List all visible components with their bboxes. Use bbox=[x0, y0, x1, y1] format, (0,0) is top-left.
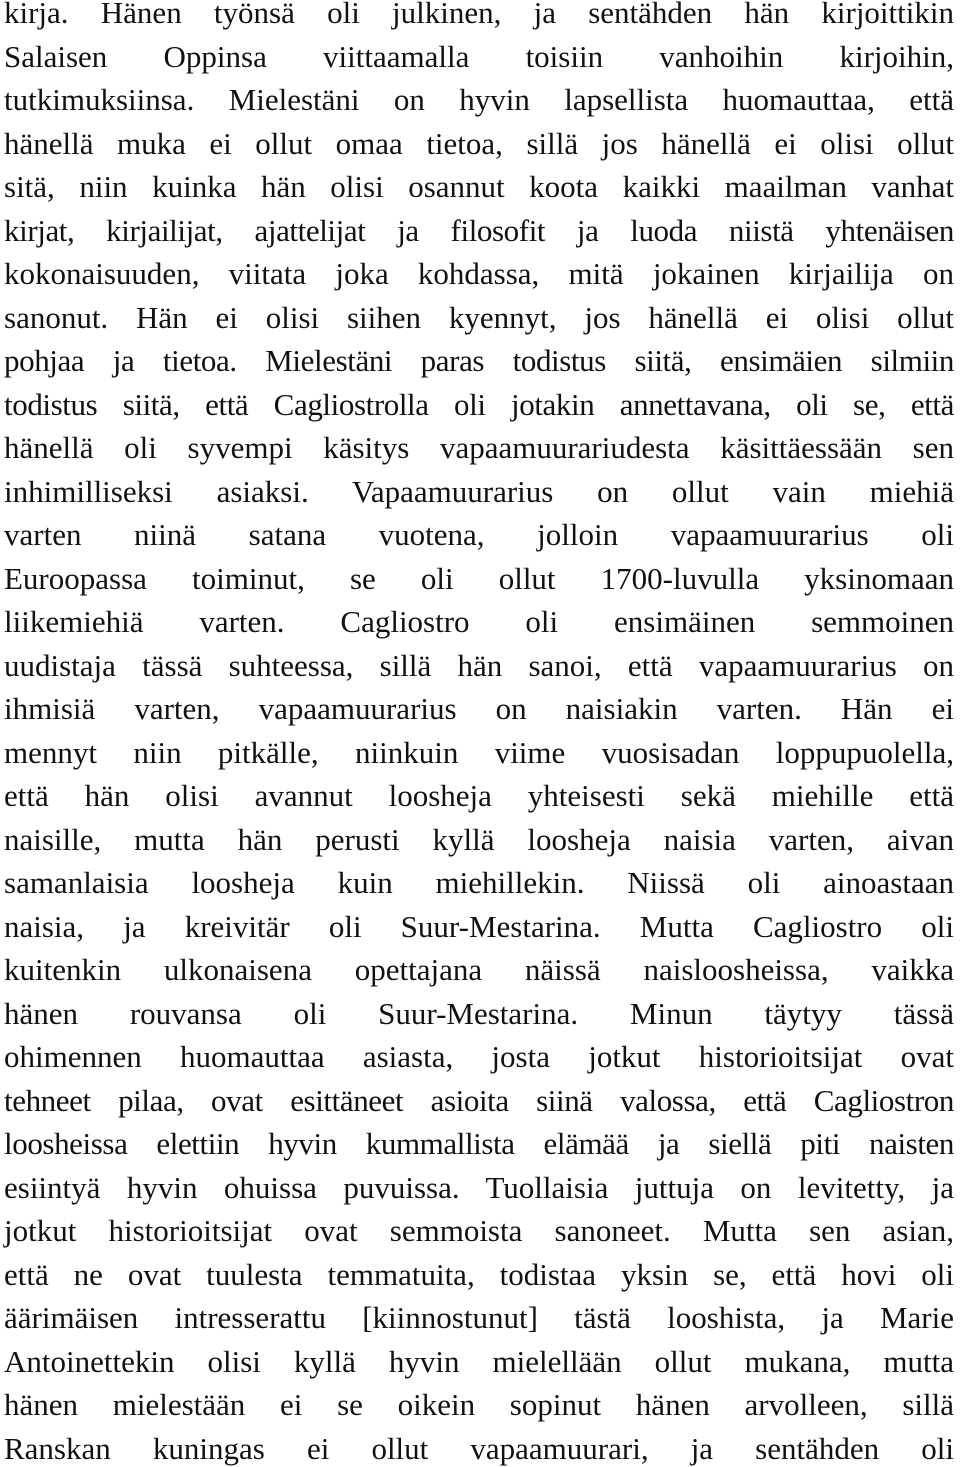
text-line: Salaisen Oppinsa viittaamalla toisiin vanhoihin kirjoihin, bbox=[4, 38, 954, 74]
text-line: äärimäisen intresserattu [kiinnostunut] tästä looshista, ja Marie bbox=[4, 1300, 954, 1335]
text-line: loosheissa elettiin hyvin kummallista elämää ja siellä piti naisten bbox=[4, 1126, 954, 1161]
text-line: että ne ovat tuulesta temmatuita, todistaa yksin se, että hovi oli bbox=[4, 1256, 954, 1292]
text-line: todistus siitä, että Cagliostrolla oli jotakin annettavana, oli se, että bbox=[4, 386, 954, 422]
text-line: tutkimuksiinsa. Mielestäni on hyvin lapsellista huomauttaa, että bbox=[4, 82, 954, 117]
text-line: esiintyä hyvin ohuissa puvuissa. Tuollaisia juttuja on levitetty, ja bbox=[4, 1169, 954, 1205]
text-line: Ranskan kuningas ei ollut vapaamuurari, ja sentähden oli bbox=[4, 1430, 954, 1466]
text-line: hänen mielestään ei se oikein sopinut hänen arvolleen, sillä bbox=[4, 1387, 954, 1422]
body-text bbox=[4, 0, 954, 1467]
text-line: sanonut. Hän ei olisi siihen kyennyt, jos hänellä ei olisi ollut bbox=[4, 299, 954, 335]
text-line: varten niinä satana vuotena, jolloin vapaamuurarius oli bbox=[4, 517, 954, 552]
text-line: hänellä oli syvempi käsitys vapaamuurariudesta käsittäessään sen bbox=[4, 430, 954, 465]
text-line: että hän olisi avannut loosheja yhteisesti sekä miehille että bbox=[4, 778, 954, 813]
text-line: Euroopassa toiminut, se oli ollut 1700-luvulla yksinomaan bbox=[4, 560, 954, 596]
text-line: kirja. Hänen työnsä oli julkinen, ja sentähden hän kirjoittikin bbox=[4, 0, 954, 30]
text-line: sitä, niin kuinka hän olisi osannut koota kaikki maailman vanhat bbox=[4, 169, 954, 204]
text-line: ihmisiä varten, vapaamuurarius on naisiakin varten. Hän ei bbox=[4, 691, 954, 726]
text-line: mennyt niin pitkälle, niinkuin viime vuosisadan loppupuolella, bbox=[4, 734, 954, 770]
text-line: kuitenkin ulkonaisena opettajana näissä naisloosheissa, vaikka bbox=[4, 952, 954, 987]
text-line: liikemiehiä varten. Cagliostro oli ensimäinen semmoinen bbox=[4, 604, 954, 639]
text-line: pohjaa ja tietoa. Mielestäni paras todistus siitä, ensimäien silmiin bbox=[4, 343, 954, 378]
text-line: inhimilliseksi asiaksi. Vapaamuurarius on ollut vain miehiä bbox=[4, 473, 954, 509]
text-line: uudistaja tässä suhteessa, sillä hän sanoi, että vapaamuurarius on bbox=[4, 647, 954, 683]
text-line: kokonaisuuden, viitata joka kohdassa, mitä jokainen kirjailija on bbox=[4, 256, 954, 291]
text-line: naisia, ja kreivitär oli Suur-Mestarina. Mutta Cagliostro oli bbox=[4, 908, 954, 944]
text-line: jotkut historioitsijat ovat semmoista sanoneet. Mutta sen asian, bbox=[4, 1213, 954, 1248]
text-line: samanlaisia loosheja kuin miehillekin. Niissä oli ainoastaan bbox=[4, 865, 954, 900]
text-line: ohimennen huomauttaa asiasta, josta jotkut historioitsijat ovat bbox=[4, 1039, 954, 1074]
text-line: hänen rouvansa oli Suur-Mestarina. Minun täytyy tässä bbox=[4, 995, 954, 1031]
text-line: kirjat, kirjailijat, ajattelijat ja filosofit ja luoda niistä yhtenäisen bbox=[4, 212, 954, 248]
text-line: naisille, mutta hän perusti kyllä loosheja naisia varten, aivan bbox=[4, 821, 954, 857]
text-line: tehneet pilaa, ovat esittäneet asioita siinä valossa, että Cagliostron bbox=[4, 1082, 954, 1118]
text-line: Antoinettekin olisi kyllä hyvin mielellään ollut mukana, mutta bbox=[4, 1343, 954, 1379]
text-line: hänellä muka ei ollut omaa tietoa, sillä jos hänellä ei olisi ollut bbox=[4, 125, 954, 161]
